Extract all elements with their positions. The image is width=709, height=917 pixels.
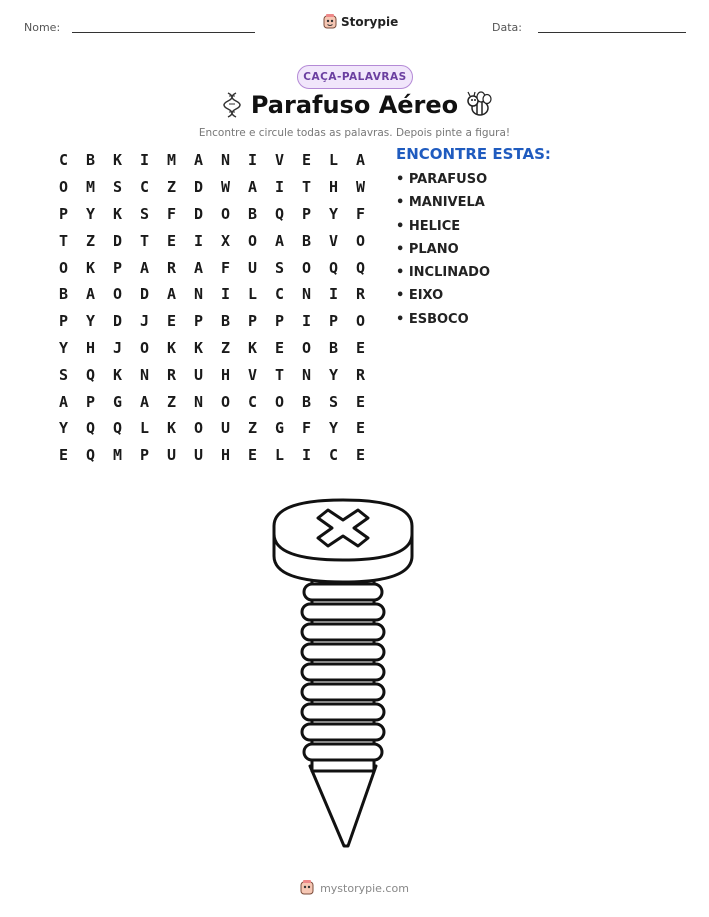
grid-cell: Q bbox=[355, 258, 366, 277]
grid-cell: S bbox=[328, 392, 339, 411]
instructions: Encontre e circule todas as palavras. Depois pinte a figura! bbox=[198, 127, 511, 139]
grid-cell: Q bbox=[85, 365, 96, 384]
grid-cell: I bbox=[301, 312, 312, 331]
grid-cell: N bbox=[220, 151, 231, 170]
grid-cell: K bbox=[112, 151, 123, 170]
grid-cell: Z bbox=[166, 178, 177, 197]
grid-cell: U bbox=[193, 446, 204, 465]
grid-cell: A bbox=[139, 392, 150, 411]
grid-cell: Y bbox=[58, 338, 69, 357]
grid-cell: A bbox=[139, 258, 150, 277]
grid-cell: A bbox=[166, 285, 177, 304]
grid-cell: U bbox=[193, 365, 204, 384]
grid-cell: N bbox=[139, 365, 150, 384]
grid-cell: O bbox=[247, 231, 258, 250]
grid-cell: B bbox=[220, 312, 231, 331]
grid-cell: R bbox=[166, 365, 177, 384]
word-list-item: • MANIVELA bbox=[396, 195, 485, 211]
grid-cell: S bbox=[139, 204, 150, 223]
grid-row bbox=[50, 147, 374, 174]
grid-cell: J bbox=[112, 338, 123, 357]
grid-cell: P bbox=[85, 392, 96, 411]
grid-row bbox=[50, 308, 374, 335]
grid-cell: U bbox=[247, 258, 258, 277]
grid-cell: C bbox=[139, 178, 150, 197]
footer bbox=[0, 880, 709, 896]
grid-row bbox=[50, 174, 374, 201]
grid-cell: E bbox=[274, 338, 285, 357]
grid-row bbox=[50, 281, 374, 308]
grid-cell: L bbox=[139, 419, 150, 438]
grid-row bbox=[50, 361, 374, 388]
grid-cell: Z bbox=[220, 338, 231, 357]
grid-cell: A bbox=[355, 151, 366, 170]
grid-cell: S bbox=[112, 178, 123, 197]
grid-cell: V bbox=[274, 151, 285, 170]
grid-cell: K bbox=[85, 258, 96, 277]
grid-cell: M bbox=[112, 446, 123, 465]
grid-cell: C bbox=[274, 285, 285, 304]
grid-cell: O bbox=[355, 312, 366, 331]
grid-row bbox=[50, 388, 374, 415]
grid-cell: Z bbox=[85, 231, 96, 250]
grid-cell: O bbox=[58, 178, 69, 197]
grid-cell: H bbox=[220, 446, 231, 465]
grid-cell: U bbox=[166, 446, 177, 465]
grid-cell: X bbox=[220, 231, 231, 250]
grid-row bbox=[50, 201, 374, 228]
grid-cell: P bbox=[193, 312, 204, 331]
word-list-title: ENCONTRE ESTAS: bbox=[396, 145, 551, 163]
grid-row bbox=[50, 335, 374, 362]
grid-cell: B bbox=[301, 392, 312, 411]
grid-cell: A bbox=[85, 285, 96, 304]
word-search-grid bbox=[50, 147, 374, 469]
grid-cell: D bbox=[139, 285, 150, 304]
title-text: Parafuso Aéreo bbox=[250, 91, 459, 119]
grid-cell: R bbox=[355, 365, 366, 384]
grid-cell: L bbox=[328, 151, 339, 170]
grid-cell: J bbox=[139, 312, 150, 331]
grid-cell: B bbox=[58, 285, 69, 304]
grid-cell: E bbox=[355, 446, 366, 465]
grid-row bbox=[50, 227, 374, 254]
grid-cell: I bbox=[274, 178, 285, 197]
grid-cell: E bbox=[355, 392, 366, 411]
grid-cell: A bbox=[247, 178, 258, 197]
word-list-item: • EIXO bbox=[396, 288, 444, 304]
grid-cell: Z bbox=[166, 392, 177, 411]
grid-cell: H bbox=[85, 338, 96, 357]
grid-cell: E bbox=[247, 446, 258, 465]
grid-cell: T bbox=[301, 178, 312, 197]
brand-logo bbox=[323, 14, 398, 30]
grid-cell: O bbox=[355, 231, 366, 250]
grid-cell: O bbox=[193, 419, 204, 438]
grid-cell: C bbox=[247, 392, 258, 411]
grid-cell: W bbox=[220, 178, 231, 197]
grid-cell: M bbox=[85, 178, 96, 197]
grid-cell: T bbox=[139, 231, 150, 250]
page-title bbox=[0, 91, 709, 119]
grid-cell: Q bbox=[274, 204, 285, 223]
grid-cell: D bbox=[112, 312, 123, 331]
word-list-item: • PARAFUSO bbox=[396, 172, 488, 187]
grid-cell: Y bbox=[58, 419, 69, 438]
grid-cell: K bbox=[112, 365, 123, 384]
date-line bbox=[538, 32, 686, 33]
grid-cell: E bbox=[166, 312, 177, 331]
grid-cell: D bbox=[193, 178, 204, 197]
grid-cell: A bbox=[274, 231, 285, 250]
grid-cell: N bbox=[301, 285, 312, 304]
grid-cell: Z bbox=[247, 419, 258, 438]
grid-cell: Y bbox=[85, 204, 96, 223]
grid-cell: S bbox=[58, 365, 69, 384]
grid-cell: Y bbox=[85, 312, 96, 331]
grid-cell: M bbox=[166, 151, 177, 170]
grid-cell: K bbox=[247, 338, 258, 357]
grid-cell: I bbox=[301, 446, 312, 465]
grid-cell: P bbox=[112, 258, 123, 277]
footer-url: mystorypie.com bbox=[320, 881, 409, 895]
grid-cell: B bbox=[328, 338, 339, 357]
grid-cell: F bbox=[355, 204, 366, 223]
word-list-item: • HELICE bbox=[396, 218, 461, 234]
word-list-item: • INCLINADO bbox=[396, 265, 490, 281]
grid-cell: E bbox=[355, 419, 366, 438]
grid-cell: O bbox=[220, 392, 231, 411]
word-list bbox=[396, 171, 490, 334]
grid-cell: T bbox=[58, 231, 69, 250]
bee-icon bbox=[464, 90, 494, 120]
grid-cell: B bbox=[301, 231, 312, 250]
grid-cell: O bbox=[301, 338, 312, 357]
name-line bbox=[72, 32, 255, 33]
grid-cell: G bbox=[112, 392, 123, 411]
grid-cell: Q bbox=[85, 446, 96, 465]
grid-cell: F bbox=[301, 419, 312, 438]
grid-cell: G bbox=[274, 419, 285, 438]
grid-cell: B bbox=[247, 204, 258, 223]
grid-cell: O bbox=[112, 285, 123, 304]
grid-cell: P bbox=[139, 446, 150, 465]
grid-cell: Q bbox=[85, 419, 96, 438]
grid-cell: L bbox=[247, 285, 258, 304]
grid-cell: A bbox=[193, 151, 204, 170]
grid-cell: U bbox=[220, 419, 231, 438]
grid-cell: O bbox=[274, 392, 285, 411]
grid-cell: K bbox=[166, 338, 177, 357]
grid-cell: O bbox=[139, 338, 150, 357]
mascot-icon bbox=[300, 880, 314, 896]
grid-cell: Y bbox=[328, 365, 339, 384]
dna-icon bbox=[222, 91, 242, 119]
screw-illustration bbox=[268, 496, 418, 852]
grid-cell: I bbox=[247, 151, 258, 170]
grid-cell: P bbox=[274, 312, 285, 331]
grid-cell: C bbox=[58, 151, 69, 170]
grid-cell: D bbox=[112, 231, 123, 250]
grid-cell: D bbox=[193, 204, 204, 223]
grid-cell: S bbox=[274, 258, 285, 277]
grid-cell: Q bbox=[328, 258, 339, 277]
grid-cell: Q bbox=[112, 419, 123, 438]
grid-cell: C bbox=[328, 446, 339, 465]
grid-cell: B bbox=[85, 151, 96, 170]
grid-cell: T bbox=[274, 365, 285, 384]
grid-cell: O bbox=[301, 258, 312, 277]
grid-cell: P bbox=[328, 312, 339, 331]
grid-cell: R bbox=[355, 285, 366, 304]
grid-cell: A bbox=[193, 258, 204, 277]
grid-cell: O bbox=[58, 258, 69, 277]
grid-cell: R bbox=[166, 258, 177, 277]
grid-cell: Y bbox=[328, 419, 339, 438]
grid-cell: P bbox=[58, 312, 69, 331]
grid-cell: E bbox=[58, 446, 69, 465]
grid-cell: E bbox=[301, 151, 312, 170]
grid-cell: A bbox=[58, 392, 69, 411]
grid-cell: I bbox=[328, 285, 339, 304]
grid-row bbox=[50, 254, 374, 281]
grid-cell: N bbox=[301, 365, 312, 384]
grid-cell: I bbox=[220, 285, 231, 304]
category-badge: CAÇA-PALAVRAS bbox=[297, 65, 413, 89]
grid-cell: P bbox=[301, 204, 312, 223]
word-list-item: • PLANO bbox=[396, 241, 459, 257]
grid-cell: I bbox=[193, 231, 204, 250]
grid-cell: H bbox=[220, 365, 231, 384]
grid-cell: N bbox=[193, 392, 204, 411]
grid-row bbox=[50, 442, 374, 469]
grid-cell: H bbox=[328, 178, 339, 197]
brand-name: Storypie bbox=[341, 15, 399, 29]
grid-cell: O bbox=[220, 204, 231, 223]
word-list-item: • ESBOCO bbox=[396, 311, 469, 327]
grid-row bbox=[50, 415, 374, 442]
grid-cell: P bbox=[247, 312, 258, 331]
grid-cell: W bbox=[355, 178, 366, 197]
grid-cell: L bbox=[274, 446, 285, 465]
grid-cell: F bbox=[220, 258, 231, 277]
grid-cell: E bbox=[166, 231, 177, 250]
mascot-icon bbox=[323, 14, 337, 30]
grid-cell: K bbox=[112, 204, 123, 223]
grid-cell: V bbox=[247, 365, 258, 384]
name-label: Nome: bbox=[24, 21, 61, 34]
grid-cell: I bbox=[139, 151, 150, 170]
grid-cell: E bbox=[355, 338, 366, 357]
grid-cell: P bbox=[58, 204, 69, 223]
date-label: Data: bbox=[492, 21, 522, 34]
grid-cell: K bbox=[193, 338, 204, 357]
grid-cell: Y bbox=[328, 204, 339, 223]
grid-cell: F bbox=[166, 204, 177, 223]
grid-cell: V bbox=[328, 231, 339, 250]
grid-cell: N bbox=[193, 285, 204, 304]
grid-cell: K bbox=[166, 419, 177, 438]
